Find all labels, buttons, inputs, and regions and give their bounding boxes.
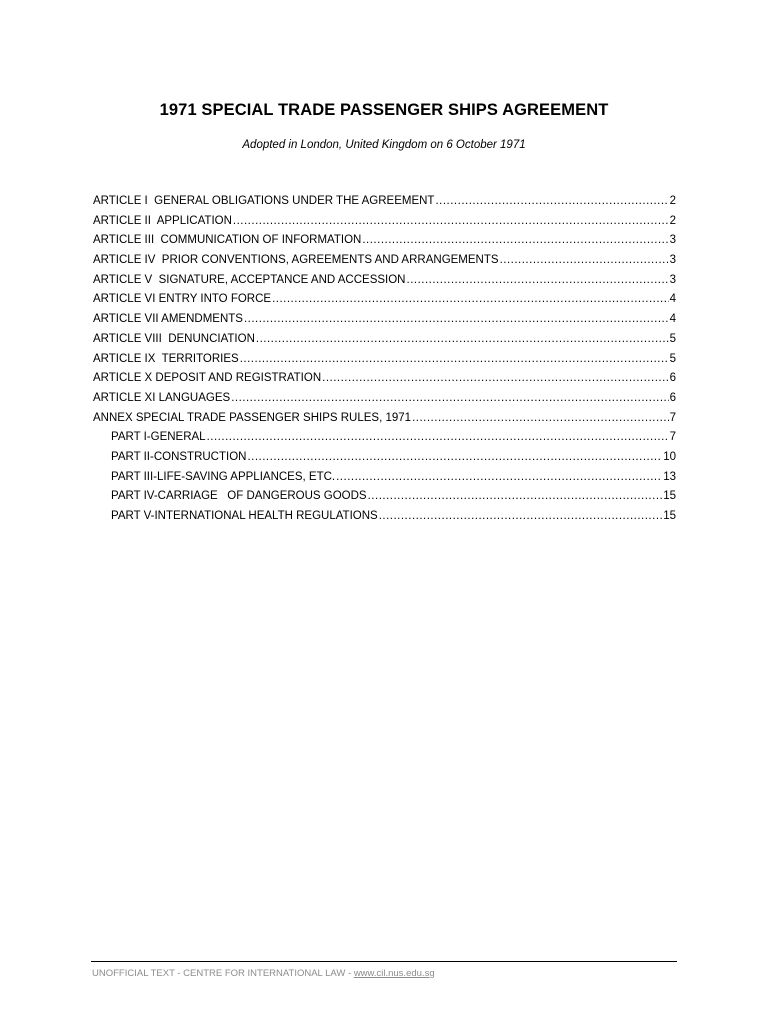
toc-dot-leader — [379, 507, 663, 527]
toc-entry-label: PART II-CONSTRUCTION — [111, 450, 247, 463]
toc-entry[interactable] — [93, 310, 676, 330]
document-subtitle: Adopted in London, United Kingdom on 6 October 1971 — [242, 139, 526, 151]
toc-dot-leader — [231, 389, 668, 409]
page-footer — [92, 968, 435, 979]
toc-entry[interactable] — [93, 507, 676, 527]
toc-dot-leader — [435, 192, 668, 212]
toc-dot-leader — [247, 448, 662, 468]
toc-entry[interactable] — [93, 251, 676, 271]
toc-entry[interactable] — [93, 428, 676, 448]
toc-dot-leader — [256, 330, 669, 350]
toc-entry[interactable] — [93, 231, 676, 251]
toc-entry-page-number: 3 — [669, 273, 676, 286]
toc-dot-leader — [407, 271, 669, 291]
toc-dot-leader — [336, 468, 662, 488]
toc-entry-label: PART III-LIFE-SAVING APPLIANCES, ETC. — [111, 470, 336, 483]
toc-entry-label: ARTICLE V SIGNATURE, ACCEPTANCE AND ACCESSION — [93, 273, 406, 286]
footer-link[interactable]: www.cil.nus.edu.sg — [353, 968, 435, 979]
toc-dot-leader — [412, 409, 669, 429]
toc-entry-label: ARTICLE VII AMENDMENTS — [93, 313, 243, 326]
toc-entry-label: ARTICLE XI LANGUAGES — [93, 391, 231, 404]
toc-entry-page-number: 15 — [663, 490, 676, 503]
toc-entry[interactable] — [93, 448, 676, 468]
toc-entry-page-number: 3 — [669, 254, 676, 267]
toc-entry[interactable] — [93, 369, 676, 389]
toc-entry-label: PART I-GENERAL — [111, 431, 206, 444]
toc-entry-page-number: 6 — [669, 391, 676, 404]
toc-entry-page-number: 2 — [669, 214, 676, 227]
toc-entry-page-number: 5 — [669, 352, 676, 365]
toc-dot-leader — [240, 350, 669, 370]
toc-entry-label: ANNEX SPECIAL TRADE PASSENGER SHIPS RULES, 1971 — [93, 411, 412, 424]
table-of-contents — [93, 192, 676, 527]
toc-entry[interactable] — [93, 330, 676, 350]
toc-dot-leader — [244, 310, 669, 330]
toc-dot-leader — [322, 369, 668, 389]
toc-entry-label: ARTICLE VIII DENUNCIATION — [93, 332, 255, 345]
toc-entry-page-number: 7 — [669, 431, 676, 444]
toc-entry-page-number: 7 — [669, 411, 676, 424]
document-title: 1971 SPECIAL TRADE PASSENGER SHIPS AGREEMENT — [159, 101, 609, 119]
toc-entry-page-number: 5 — [669, 332, 676, 345]
toc-entry[interactable] — [93, 350, 676, 370]
toc-entry-page-number: 3 — [669, 234, 676, 247]
toc-dot-leader — [233, 212, 669, 232]
toc-dot-leader — [500, 251, 669, 271]
toc-entry-label: ARTICLE IX TERRITORIES — [93, 352, 239, 365]
toc-entry-label: ARTICLE I GENERAL OBLIGATIONS UNDER THE AGREEMENT — [93, 195, 435, 207]
toc-entry-page-number: 2 — [669, 195, 676, 207]
toc-entry[interactable] — [93, 468, 676, 488]
toc-entry-page-number: 6 — [669, 372, 676, 385]
toc-dot-leader — [362, 231, 668, 251]
toc-entry-label: ARTICLE II APPLICATION — [93, 214, 232, 227]
toc-entry[interactable] — [93, 271, 676, 291]
toc-dot-leader — [368, 487, 663, 507]
toc-entry[interactable] — [93, 487, 676, 507]
toc-dot-leader — [207, 428, 669, 448]
toc-entry-page-number: 15 — [663, 510, 676, 522]
toc-entry-label: ARTICLE III COMMUNICATION OF INFORMATION — [93, 234, 362, 247]
toc-entry[interactable] — [93, 389, 676, 409]
footer-text: UNOFFICIAL TEXT - CENTRE FOR INTERNATIONAL LAW - — [92, 968, 354, 979]
toc-entry-label: PART IV-CARRIAGE OF DANGEROUS GOODS — [111, 490, 367, 503]
toc-entry-label: ARTICLE X DEPOSIT AND REGISTRATION — [93, 372, 322, 385]
toc-entry-label: ARTICLE IV PRIOR CONVENTIONS, AGREEMENTS AND ARRANGEMENTS — [93, 254, 499, 267]
toc-entry-page-number: 13 — [663, 470, 676, 483]
toc-entry-label: PART V-INTERNATIONAL HEALTH REGULATIONS — [111, 510, 378, 522]
toc-entry[interactable] — [93, 212, 676, 232]
toc-dot-leader — [272, 290, 669, 310]
toc-entry[interactable] — [93, 409, 676, 429]
toc-entry-label: ARTICLE VI ENTRY INTO FORCE — [93, 293, 272, 306]
toc-entry-page-number: 4 — [669, 293, 676, 306]
footer-divider — [91, 961, 677, 962]
toc-entry-page-number: 10 — [663, 450, 676, 463]
toc-entry[interactable] — [93, 192, 676, 212]
toc-entry-page-number: 4 — [669, 313, 676, 326]
toc-entry[interactable] — [93, 290, 676, 310]
